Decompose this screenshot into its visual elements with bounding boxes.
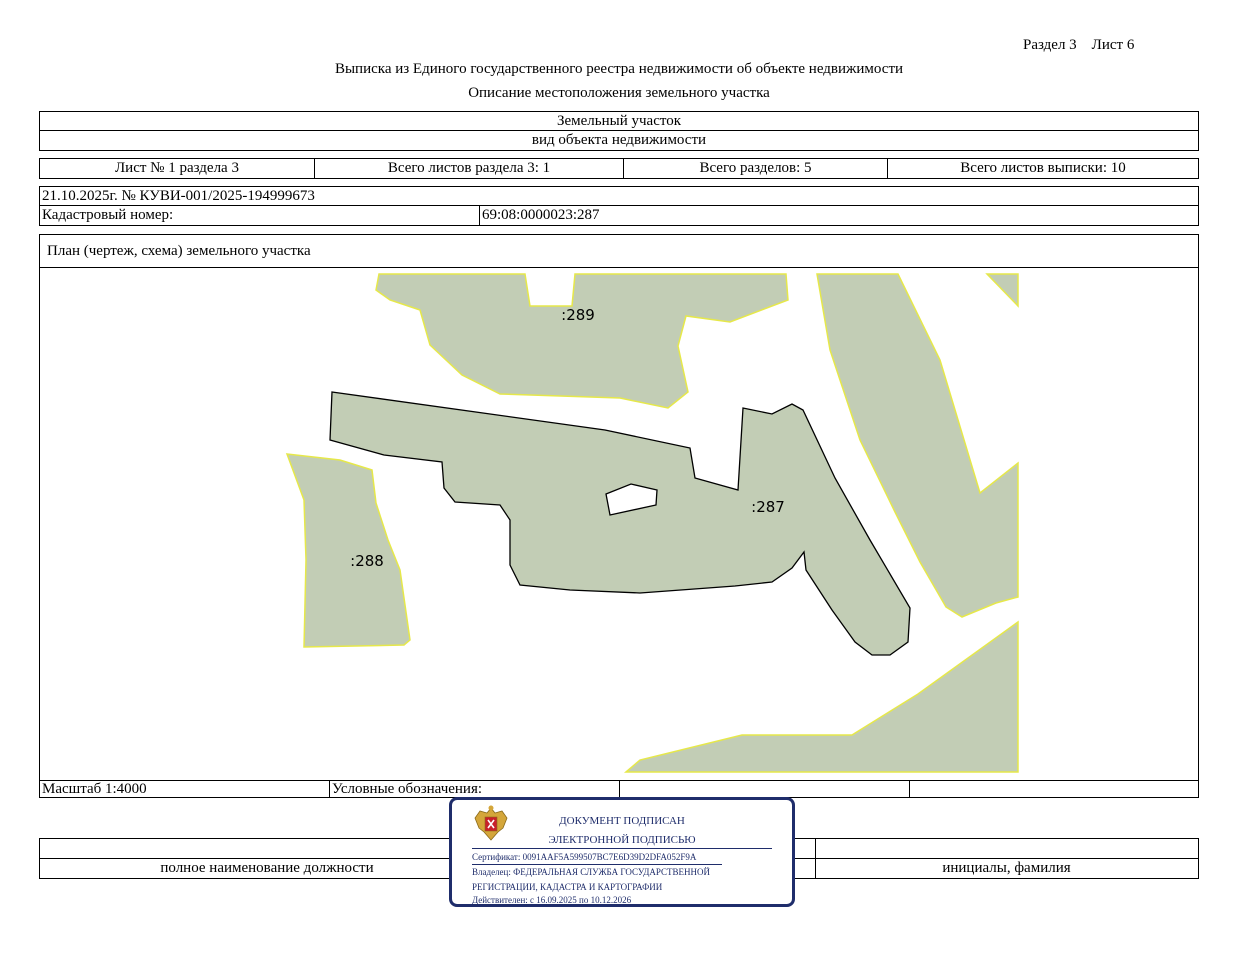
stamp-title-1: ДОКУМЕНТ ПОДПИСАН — [559, 815, 685, 827]
document-subtitle: Описание местоположения земельного участка — [468, 85, 770, 101]
stamp-owner-1: Владелец: ФЕДЕРАЛЬНАЯ СЛУЖБА ГОСУДАРСТВЕННОЙ — [472, 867, 711, 877]
total-sheets-extract: Всего листов выписки: 10 — [960, 160, 1126, 176]
section-sheet-label: Раздел 3 Лист 6 — [1023, 37, 1135, 53]
doc-info-table — [39, 186, 1199, 226]
total-sections: Всего разделов: 5 — [624, 159, 888, 178]
parcel-287-label: :287 — [751, 498, 785, 516]
plan-map — [39, 234, 1199, 797]
document-title: Выписка из Единого государственного реестра недвижимости об объекте недвижимости — [334, 61, 904, 77]
position-caption: полное наименование должности — [160, 860, 374, 876]
plan-frame — [39, 234, 1199, 797]
name-caption: инициалы, фамилия — [942, 860, 1071, 876]
legend-row — [39, 780, 1199, 798]
stamp-owner-2: РЕГИСТРАЦИИ, КАДАСТРА И КАРТОГРАФИИ — [472, 882, 663, 892]
parcel-289 — [376, 274, 788, 408]
stamp-title-2: ЭЛЕКТРОННОЙ ПОДПИСЬЮ — [548, 834, 696, 846]
legend-label: Условные обозначения: — [330, 781, 620, 797]
scale-label: Масштаб 1:4000 — [40, 781, 330, 797]
sheet-number: Лист № 1 раздела 3 — [40, 159, 315, 178]
parcel-287 — [330, 392, 910, 655]
stamp-certificate: Сертификат: 0091AAF5A599507BC7E6D39D2DFA052F9A — [472, 852, 697, 862]
stamp-validity: Действителен: с 16.09.2025 по 10.12.2026 — [472, 895, 632, 905]
legend-cell-2 — [910, 781, 1198, 797]
parcel-288-label: :288 — [350, 552, 384, 570]
object-type-table — [39, 111, 1199, 151]
parcel-289-label: :289 — [561, 306, 595, 324]
total-sheets-section: Всего листов раздела 3: 1 — [315, 159, 624, 178]
document-id: 21.10.2025г. № КУВИ-001/2025-194999673 — [40, 187, 1198, 206]
parcel-corner — [987, 274, 1018, 306]
parcel-288 — [287, 454, 410, 647]
sheet-info-row — [39, 158, 1199, 179]
cadastral-label: Кадастровый номер: — [40, 206, 480, 225]
parcel-bottom-right — [626, 622, 1018, 772]
object-type-caption: вид объекта недвижимости — [531, 132, 707, 148]
legend-cell-1 — [620, 781, 910, 797]
cadastral-number: 69:08:0000023:287 — [482, 207, 600, 223]
signature-stamp — [449, 797, 795, 907]
plan-title: План (чертеж, схема) земельного участка — [40, 235, 1198, 268]
object-type: Земельный участок — [40, 112, 1198, 131]
